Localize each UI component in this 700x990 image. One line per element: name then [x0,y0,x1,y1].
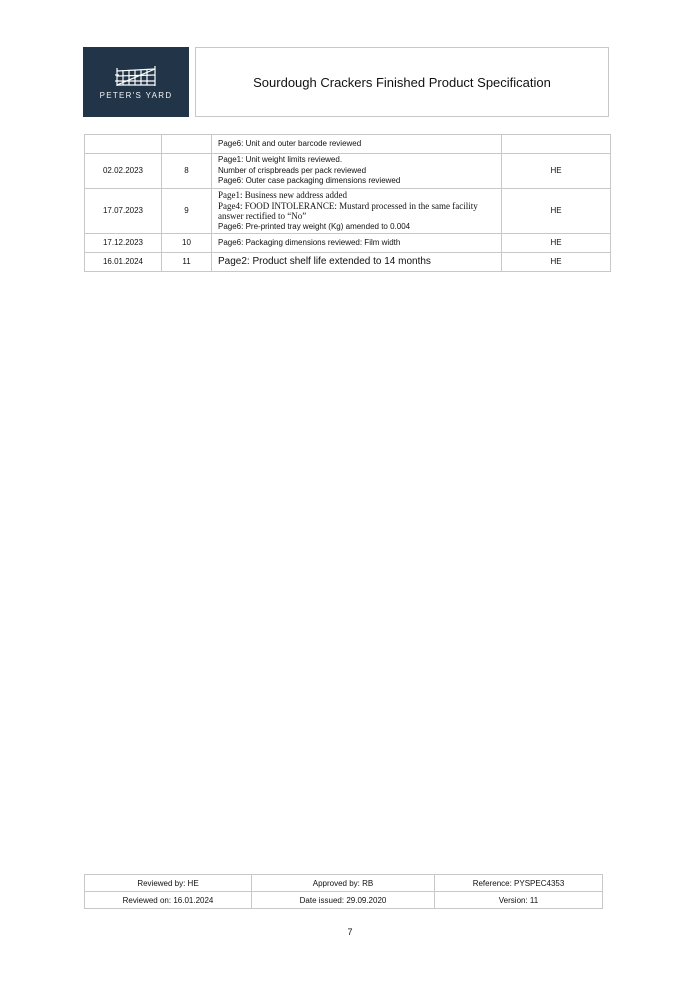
revision-version: 9 [162,189,212,234]
revision-date: 16.01.2024 [85,253,162,272]
footer-row [85,892,603,909]
revision-date: 17.07.2023 [85,189,162,234]
title-box [195,47,609,117]
revision-version: 8 [162,154,212,189]
revision-date [85,135,162,154]
gate-icon [115,65,157,87]
description-line: Page6: Packaging dimensions reviewed: Film width [218,237,401,247]
revision-description [212,154,502,189]
reviewed-by: Reviewed by: HE [85,875,252,892]
revision-author: HE [502,189,611,234]
table-row [85,234,611,253]
footer-table [84,874,603,909]
revision-history-table [84,134,611,272]
revision-version: 10 [162,234,212,253]
description-line: Page6: Outer case packaging dimensions reviewed [218,176,401,186]
revision-description [212,253,502,272]
date-issued: Date issued: 29.09.2020 [252,892,435,909]
revision-version [162,135,212,154]
revision-description [212,189,502,234]
revision-author [502,135,611,154]
reviewed-on: Reviewed on: 16.01.2024 [85,892,252,909]
table-row [85,135,611,154]
description-line: Page6: Unit and outer barcode reviewed [218,138,362,148]
revision-version: 11 [162,253,212,272]
table-row [85,253,611,272]
description-line: Page6: Pre-printed tray weight (Kg) amended to 0.004 [218,221,411,231]
brand-logo [83,47,189,117]
revision-date: 17.12.2023 [85,234,162,253]
version: Version: 11 [435,892,603,909]
reference: Reference: PYSPEC4353 [435,875,603,892]
footer-row [85,875,603,892]
table-row [85,154,611,189]
description-line: Page2: Product shelf life extended to 14 months [218,255,431,267]
document-title: Sourdough Crackers Finished Product Specification [253,74,551,90]
table-row [85,189,611,234]
description-line: answer rectified to “No” [218,211,307,221]
description-line: Page4: FOOD INTOLERANCE: Mustard processed in the same facility [218,200,478,211]
page-number: 7 [347,927,353,937]
revision-author: HE [502,154,611,189]
revision-history-body [85,135,611,272]
revision-description [212,234,502,253]
description-line: Number of crispbreads per pack reviewed [218,165,367,175]
revision-author: HE [502,253,611,272]
logo-text: PETER'S YARD [99,90,173,100]
description-line: Page1: Business new address added [218,190,347,200]
description-line: Page1: Unit weight limits reviewed. [218,155,343,165]
revision-author: HE [502,234,611,253]
approved-by: Approved by: RB [252,875,435,892]
revision-description [212,135,502,154]
revision-date: 02.02.2023 [85,154,162,189]
